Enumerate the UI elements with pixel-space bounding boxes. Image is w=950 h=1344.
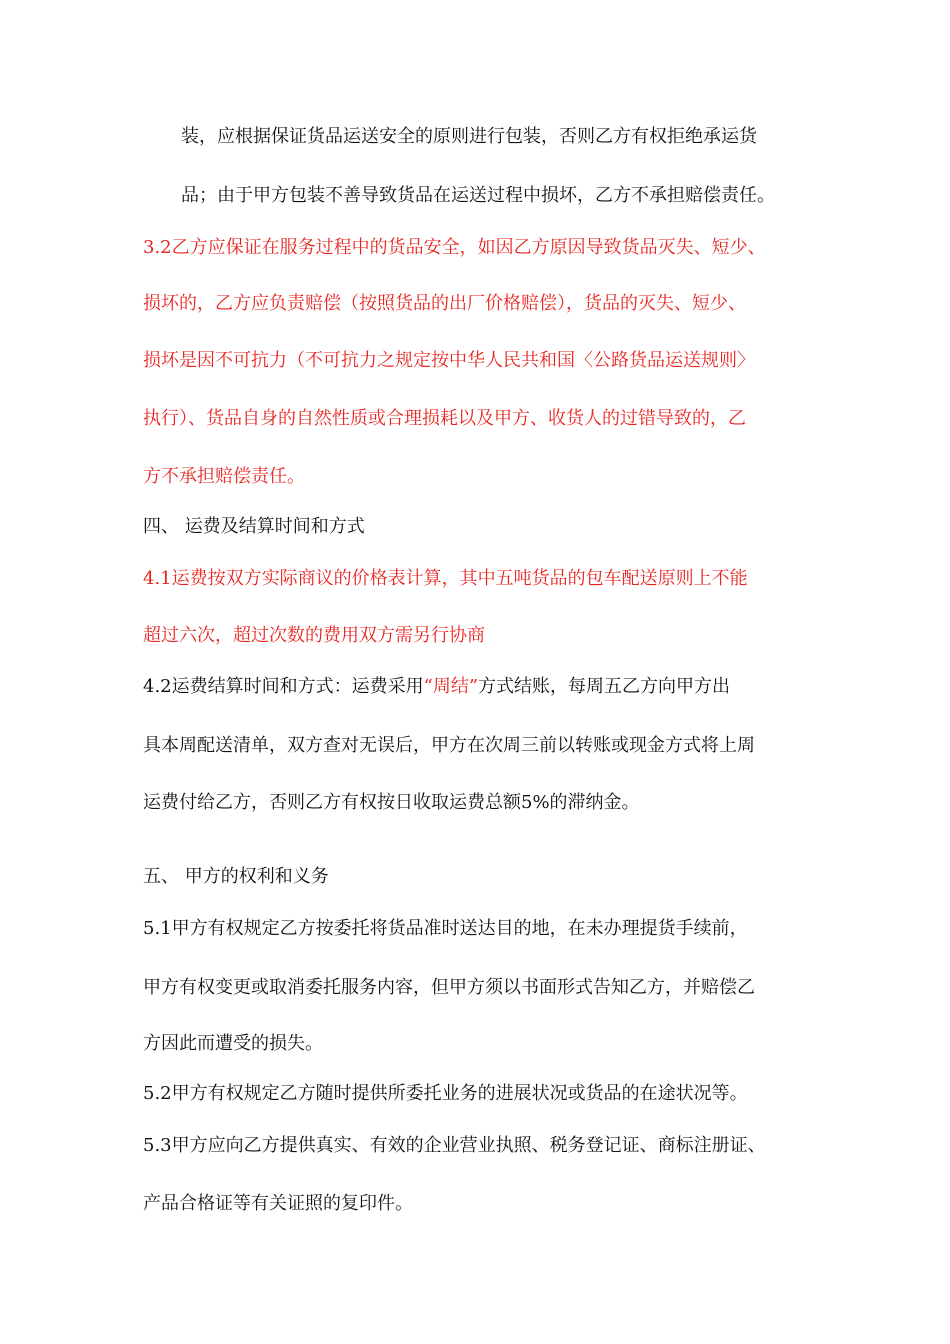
paragraph-line: 装，应根据保证货品运送安全的原则进行包装，否则乙方有权拒绝承运货	[181, 126, 757, 147]
clause-3-2-line: 损坏的，乙方应负责赔偿（按照货品的出厂价格赔偿），货品的灭失、短少、	[143, 293, 746, 314]
clause-5-1-line: 方因此而遭受的损失。	[143, 1033, 323, 1054]
clause-5-1-line: 5.1甲方有权规定乙方按委托将货品准时送达目的地，在未办理提货手续前，	[143, 918, 748, 939]
clause-4-2-line: 具本周配送清单，双方查对无误后，甲方在次周三前以转账或现金方式将上周	[143, 735, 755, 756]
clause-4-2-text: 4.2运费结算时间和方式：运费采用	[143, 676, 424, 697]
clause-5-2-line: 5.2甲方有权规定乙方随时提供所委托业务的进展状况或货品的在途状况等。	[143, 1083, 748, 1104]
clause-5-3-line: 产品合格证等有关证照的复印件。	[143, 1193, 413, 1214]
clause-4-2-line	[143, 675, 833, 699]
section-heading-5: 五、 甲方的权利和义务	[143, 866, 329, 887]
clause-5-1-line: 甲方有权变更或取消委托服务内容，但甲方须以书面形式告知乙方，并赔偿乙	[143, 977, 755, 998]
clause-4-2-text: 方式结账，每周五乙方向甲方出	[478, 676, 731, 697]
clause-4-2-line: 运费付给乙方，否则乙方有权按日收取运费总额5%的滞纳金。	[143, 792, 640, 813]
weekly-settlement-highlight: “周结”	[423, 676, 479, 697]
clause-3-2-line: 3.2乙方应保证在服务过程中的货品安全，如因乙方原因导致货品灭失、短少、	[143, 237, 766, 258]
clause-4-1-line: 超过六次，超过次数的费用双方需另行协商	[143, 625, 485, 646]
clause-3-2-line: 损坏是因不可抗力（不可抗力之规定按中华人民共和国〈公路货品运送规则〉	[143, 350, 755, 371]
clause-3-2-line: 方不承担赔偿责任。	[143, 466, 305, 487]
section-heading-4: 四、 运费及结算时间和方式	[143, 516, 365, 537]
clause-4-1-line: 4.1运费按双方实际商议的价格表计算，其中五吨货品的包车配送原则上不能	[143, 568, 748, 589]
clause-5-3-line: 5.3甲方应向乙方提供真实、有效的企业营业执照、税务登记证、商标注册证、	[143, 1135, 766, 1156]
paragraph-line: 品；由于甲方包装不善导致货品在运送过程中损坏，乙方不承担赔偿责任。	[181, 185, 775, 206]
clause-3-2-line: 执行）、货品自身的自然性质或合理损耗以及甲方、收货人的过错导致的，乙	[143, 408, 746, 429]
